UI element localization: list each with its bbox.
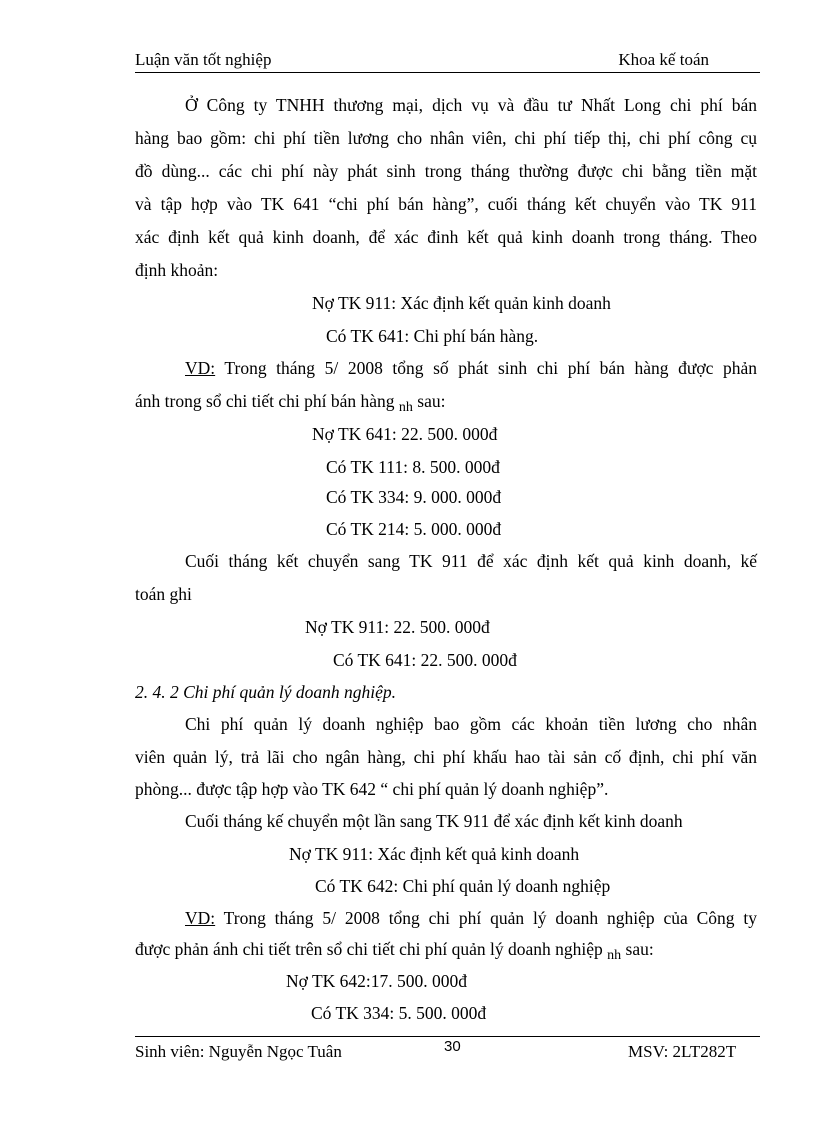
paragraph-line: Cuối tháng kế chuyển một lần sang TK 911 để xác định kết kinh doanh	[185, 811, 683, 831]
footer-student: Sinh viên: Nguyễn Ngọc Tuân	[135, 1042, 342, 1061]
example-line: được phản ánh chi tiết trên sổ chi tiết chi phí quản lý doanh nghiệp $_{nh}$ sau:	[135, 939, 654, 963]
journal-entry: Nợ TK 911: Xác định kết quản kinh doanh	[312, 293, 611, 313]
page-header	[135, 50, 760, 73]
journal-entry: Nợ TK 911: 22. 500. 000đ	[305, 617, 490, 637]
header-right: Khoa kế toán	[618, 50, 709, 69]
paragraph-line: phòng... được tập hợp vào TK 642 “ chi phí quản lý doanh nghiệp”.	[135, 779, 609, 799]
example-line: VD: Trong tháng 5/ 2008 tổng chi phí quản lý doanh nghiệp của Công ty	[185, 908, 757, 928]
paragraph-line: hàng bao gồm: chi phí tiền lương cho nhân viên, chi phí tiếp thị, chi phí công cụ	[135, 128, 757, 148]
journal-entry: Có TK 214: 5. 000. 000đ	[326, 519, 502, 539]
vd-label: VD:	[185, 908, 216, 928]
vd-label: VD:	[185, 358, 216, 378]
journal-entry: Có TK 111: 8. 500. 000đ	[326, 457, 500, 477]
paragraph-line: viên quản lý, trả lãi cho ngân hàng, chi phí khấu hao tài sản cố định, chi phí văn	[135, 747, 757, 767]
paragraph-line: định khoản:	[135, 260, 219, 280]
footer-divider	[135, 1036, 760, 1037]
journal-entry: Có TK 641: 22. 500. 000đ	[333, 650, 517, 670]
journal-entry: Có TK 642: Chi phí quản lý doanh nghiệp	[315, 876, 611, 896]
journal-entry: Có TK 334: 5. 500. 000đ	[311, 1003, 487, 1023]
header-left: Luận văn tốt nghiệp	[135, 50, 272, 69]
example-line: VD: Trong tháng 5/ 2008 tổng số phát sinh chi phí bán hàng được phản	[185, 358, 757, 378]
journal-entry: Nợ TK 911: Xác định kết quả kinh doanh	[289, 844, 580, 864]
paragraph-line: đồ dùng... các chi phí này phát sinh trong tháng thường được chi bằng tiền mặt	[135, 161, 757, 181]
paragraph-line: Chi phí quản lý doanh nghiệp bao gồm các khoản tiền lương cho nhân	[185, 714, 757, 734]
journal-entry: Có TK 334: 9. 000. 000đ	[326, 487, 502, 507]
example-line: ánh trong sổ chi tiết chi phí bán hàng $_{nh}$ sau:	[135, 391, 446, 415]
page-number: 30	[444, 1038, 461, 1055]
journal-entry: Có TK 641: Chi phí bán hàng.	[326, 326, 539, 346]
journal-entry: Nợ TK 641: 22. 500. 000đ	[312, 424, 498, 444]
section-heading: 2. 4. 2 Chi phí quản lý doanh nghiệp.	[135, 682, 397, 702]
paragraph-line: toán ghi	[135, 584, 192, 604]
paragraph-line: và tập hợp vào TK 641 “chi phí bán hàng”, cuối tháng kết chuyển vào TK 911	[135, 194, 757, 214]
paragraph-line: Cuối tháng kết chuyển sang TK 911 để xác định kết quả kinh doanh, kế	[185, 551, 757, 571]
journal-entry: Nợ TK 642:17. 500. 000đ	[286, 971, 468, 991]
paragraph-line: Ở Công ty TNHH thương mại, dịch vụ và đầu tư Nhất Long chi phí bán	[185, 95, 757, 115]
paragraph-line: xác định kết quả kinh doanh, để xác đinh kết quả kinh doanh trong tháng. Theo	[135, 227, 757, 247]
footer-student-id: MSV: 2LT282T	[628, 1042, 737, 1061]
